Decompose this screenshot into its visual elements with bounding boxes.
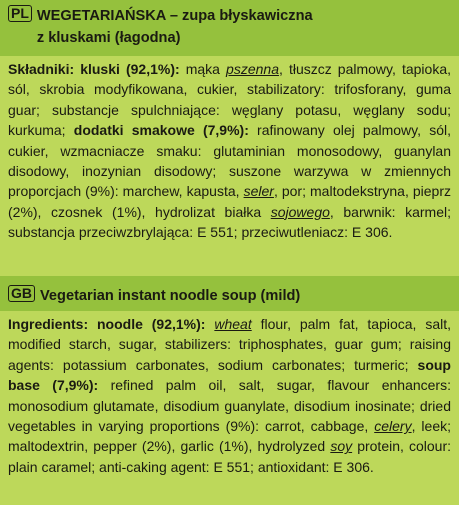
bold-segment: dodatki smakowe (7,9%): [73,122,249,139]
pl-ingredients [0,56,459,276]
pl-title-line1: WEGETARIAŃSKA – zupa błyskawiczna [36,8,313,24]
bold-segment: Składniki: kluski (92,1%): [8,61,180,77]
text-segment: flour, palm fat, tapioca, salt, modified starch, sugar, stabilizers: triphosphates, guar gum; raising agents: potassium carbonates, sodium carbonates; turmeric; [8,316,452,373]
bold-segment: soup base (7,9%): [8,356,451,394]
gb-header [0,280,459,311]
text-segment: mąka [179,61,227,77]
text-segment: refined palm oil, salt, sugar, flavour enhancers: monosodium glutamate, disodium guanylate, disodium inosinate; dried vegetables in varying proportions (9%): carrot, cabbage, [8,377,451,435]
text-segment: protein, colour: plain caramel; anti-caking agent: E 551; antioxidant: E 306. [8,438,451,475]
allergen-segment: soy [330,438,353,455]
allergen-segment: celery [374,418,412,435]
allergen-segment: seler [243,183,274,200]
text-segment: , barwnik: karmel; substancja przeciwzbrylająca: E 551; przeciwutleniacz: E 306. [8,203,451,241]
text-segment: , por; maltodekstryna, pieprz (2%), czosnek (1%), hydrolizat białka [8,183,451,220]
pl-ingredients-text [8,59,451,243]
text-segment: , leek; maltodextrin, pepper (2%), garlic (1%), hydrolyzed [8,418,451,455]
gb-title: Vegetarian instant noodle soup (mild) [40,288,301,304]
gb-language-badge: GB [8,285,35,302]
text-segment: , tłuszcz palmowy, tapioka, sól, skrobia modyfikowana, cukier, stabilizatory: trifosforany, guma guar; substancje spulchniające: węglany potasu, węglany sodu; kurkuma; [8,61,451,139]
allergen-segment: wheat [214,316,252,332]
allergen-segment: sojowego [270,203,330,220]
allergen-segment: pszenna [226,61,279,77]
text-segment: rafinowany olej palmowy, sól, cukier, wzmacniacze smaku: glutaminian monosodowy, guanylan disodowy, inozynian disodowy; suszone warzywa w zmiennych proporcjach (9%): marchew, kapusta, [8,122,451,200]
gb-ingredients [0,311,459,505]
pl-title-line2: z kluskami (łagodna) [36,30,181,46]
pl-header [0,0,459,56]
bold-segment: Ingredients: noodle (92,1%): [8,316,206,332]
pl-language-badge: PL [8,5,32,22]
gb-ingredients-text [8,314,451,477]
